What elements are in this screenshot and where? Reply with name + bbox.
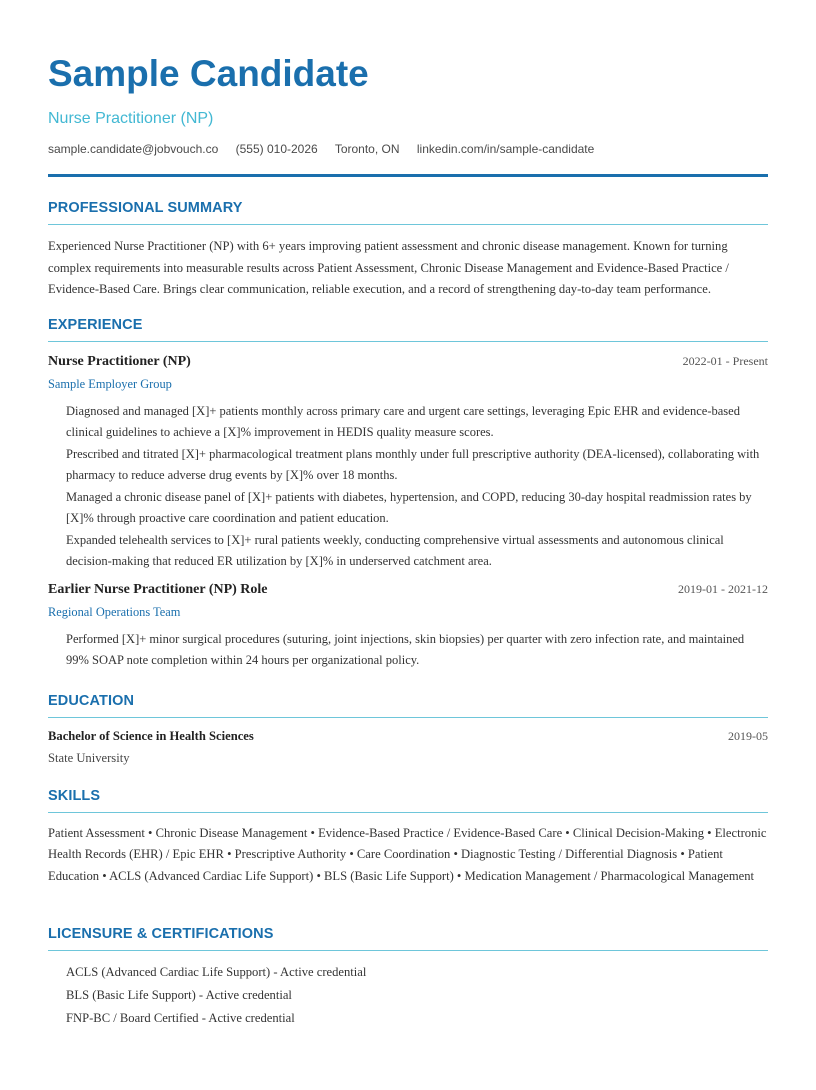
summary-section [48,199,768,301]
contact-linkedin[interactable]: linkedin.com/in/sample-candidate [416,142,595,156]
education-school: State University [48,751,130,765]
job-bullet: Performed [X]+ minor surgical procedures (suturing, joint injections, skin biopsies) per quarter with zero infection rate, and maintained 99% SOAP note completion within 24 hours per organizational policy. [66,632,745,667]
job-title: Earlier Nurse Practitioner (NP) Role [48,582,268,597]
header-divider [48,174,768,177]
section-divider [48,717,768,718]
skills-section [48,787,768,887]
job-bullets [48,629,768,670]
section-heading-experience: EXPERIENCE [48,317,143,333]
education-section [48,692,768,766]
skills-text: Patient Assessment • Chronic Disease Management • Evidence-Based Practice / Evidence-Based Care • Clinical Decision-Making • Electronic Health Records (EHR) / Epic EHR • Prescriptive Authority • Care Coordination • Diagnostic Testing / Differential Diagnosis • Patient Education • ACLS (Advanced Cardiac Life Support) • BLS (Basic Life Support) • Medication Management / Pharmacological Management [48,826,767,883]
contact-line [48,141,608,157]
education-date: 2019-05 [728,729,768,743]
job-dates: 2022-01 - Present [682,354,768,368]
summary-text: Experienced Nurse Practitioner (NP) with 6+ years improving patient assessment and chronic disease management. Known for turning complex requirements into measurable results across Patient Assessment, Chronic Disease Management and Evidence-Based Practice / Evidence-Based Care. Brings clear communication, reliable execution, and a record of strengthening day-to-day team performance. [48,239,729,296]
section-heading-skills: SKILLS [48,788,101,804]
job-entry [48,353,768,571]
certifications-list [48,961,768,1030]
section-heading-education: EDUCATION [48,693,135,709]
job-entry [48,581,768,670]
job-dates: 2019-01 - 2021-12 [678,582,768,596]
education-entry [48,728,768,766]
section-heading-certifications: LICENSURE & CERTIFICATIONS [48,926,274,942]
section-divider [48,224,768,225]
job-bullets [48,401,768,571]
job-title: Nurse Practitioner (NP) [48,354,191,369]
job-bullet: Prescribed and titrated [X]+ pharmacological treatment plans monthly under full prescriptive authority (DEA-licensed), collaborating with pharmacy to reduce adverse drug events by [X]% over 18 months. [66,447,760,482]
section-divider [48,812,768,813]
section-heading-summary: PROFESSIONAL SUMMARY [48,200,243,216]
contact-email[interactable]: sample.candidate@jobvouch.co [48,142,219,156]
candidate-name: Sample Candidate [48,53,369,94]
certification-item: ACLS (Advanced Cardiac Life Support) - Active credential [66,965,367,979]
job-bullet: Diagnosed and managed [X]+ patients monthly across primary care and urgent care settings, leveraging Epic EHR and evidence-based clinical guidelines to achieve a [X]% improvement in HEDIS quality measure scores. [66,404,740,439]
contact-phone: (555) 010-2026 [235,142,318,156]
section-divider [48,950,768,951]
candidate-title: Nurse Practitioner (NP) [48,110,214,127]
job-employer: Regional Operations Team [48,605,181,619]
section-divider [48,341,768,342]
job-employer: Sample Employer Group [48,377,172,391]
experience-section [48,316,768,672]
contact-location: Toronto, ON [334,142,400,156]
job-bullet: Expanded telehealth services to [X]+ rural patients weekly, conducting comprehensive virtual assessments and autonomous clinical decision-making that reduced ER utilization by [X]% in underserved catchment area. [66,533,724,568]
education-degree: Bachelor of Science in Health Sciences [48,729,254,743]
job-bullet: Managed a chronic disease panel of [X]+ patients with diabetes, hypertension, and COPD, reducing 30-day hospital readmission rates by [X]% through proactive care coordination and patient education. [66,490,752,525]
certifications-section [48,925,768,1030]
certification-item: BLS (Basic Life Support) - Active credential [66,988,292,1002]
certification-item: FNP-BC / Board Certified - Active credential [66,1011,295,1025]
